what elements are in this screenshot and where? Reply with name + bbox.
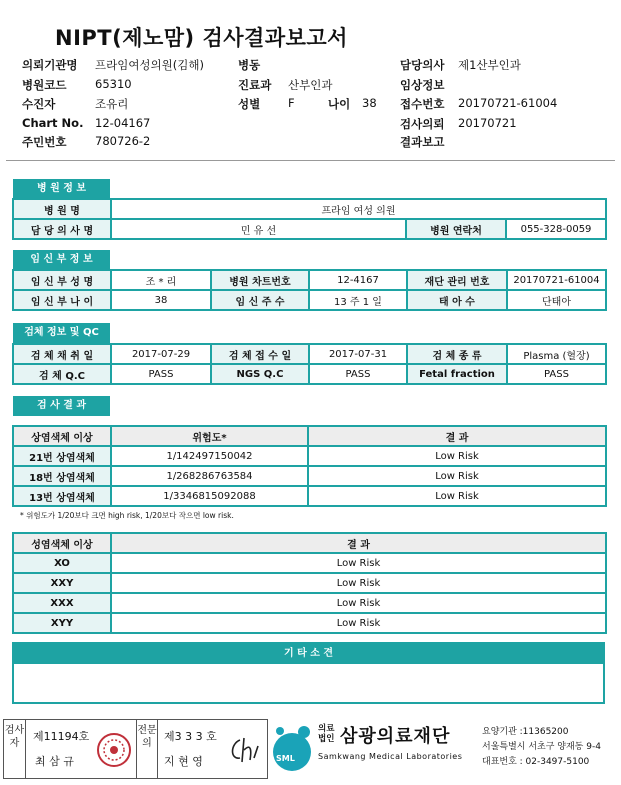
pregnant-table [12,269,607,311]
header-value: 20170721 [458,116,517,130]
table-row [13,593,606,613]
table-row [13,270,606,290]
result-value: Low Risk [308,446,606,466]
chromosome-label: 13번 상염색체 [13,486,111,506]
table-row [13,446,606,466]
other-findings-box [12,642,605,704]
chromosome-label: 21번 상염색체 [13,446,111,466]
result-value: Low Risk [111,573,606,593]
header-value: 프라임여성의원(김해) [95,58,204,72]
karyotype-label: XXY [13,573,111,593]
cell-value: 38 [111,290,211,310]
header-value: 조유리 [95,97,129,111]
column-header: 결 과 [308,426,606,446]
header-label: 진료과 [238,78,272,92]
cell-value: 단태아 [507,290,606,310]
doctor-value: 민 유 선 [111,219,406,239]
cell-label: 임 신 주 수 [211,290,309,310]
cell-value: 2017-07-29 [111,344,211,364]
header-label: Chart No. [22,116,84,130]
table-row [13,290,606,310]
cell-label: 검 체 Q.C [13,364,111,384]
cell-label: 검 체 종 류 [407,344,507,364]
signature-icon [226,734,262,766]
risk-footnote: * 위험도가 1/20보다 크면 high risk, 1/20보다 작으면 low risk. [20,511,234,520]
inspector-license: 제11194호 [33,730,90,743]
cell-value: Plasma (혈장) [507,344,606,364]
table-header-row [13,426,606,446]
cell-label: 태 아 수 [407,290,507,310]
hospital-name-label: 병 원 명 [13,199,111,219]
sex-chromosome-table [12,532,607,634]
column-header: 위험도* [111,426,308,446]
header-label: 접수번호 [400,97,445,111]
risk-value: 1/3346815092088 [111,486,308,506]
header-value: F [288,96,295,110]
table-row [13,486,606,506]
header-value: 12-04167 [95,116,151,130]
header-label: 성별 [238,97,261,111]
hospital-table [12,198,607,240]
hospital-section-tab: 병 원 정 보 [13,179,110,199]
results-section-tab: 검 사 결 과 [13,396,110,416]
autosome-results-table [12,425,607,507]
column-header: 결 과 [111,533,606,553]
inspector-name: 최 삼 규 [35,755,74,768]
org-english-name: Samkwang Medical Laboratories [318,752,463,761]
specimen-section-tab: 검체 정보 및 QC [13,323,110,343]
pregnant-section-tab: 임 신 부 정 보 [13,250,110,270]
result-value: Low Risk [308,466,606,486]
specialist-name: 지 현 영 [164,755,203,768]
table-row [13,219,606,239]
risk-value: 1/268286763584 [111,466,308,486]
header-label: 임상정보 [400,78,445,92]
result-value: Low Risk [111,613,606,633]
table-row [13,364,606,384]
inspector-side-label: 검사자 [4,720,26,778]
cell-label: NGS Q.C [211,364,309,384]
table-row [13,199,606,219]
cell-label: 임 신 부 나 이 [13,290,111,310]
header-label: 주민번호 [22,135,67,149]
cell-label: 병원 차트번호 [211,270,309,290]
logo-text: SML [276,754,295,763]
table-row [13,466,606,486]
cell-value: PASS [111,364,211,384]
risk-value: 1/142497150042 [111,446,308,466]
org-address: 서울특별시 서초구 양재동 9-4 [482,742,601,752]
result-value: Low Risk [111,553,606,573]
organization-block [270,722,621,780]
cell-value: 2017-07-31 [309,344,407,364]
header-value: 산부인과 [288,78,333,92]
hospital-name-value: 프라임 여성 의원 [111,199,606,219]
inspector-seal-icon [96,732,132,768]
cell-label: 임 신 부 성 명 [13,270,111,290]
header-label: 검사의뢰 [400,117,445,131]
org-phone: 대표번호 : 02-3497-5100 [482,757,590,767]
header-value: 제1산부인과 [458,58,521,72]
karyotype-label: XO [13,553,111,573]
cell-value: PASS [309,364,407,384]
table-row [13,553,606,573]
cell-value: PASS [507,364,606,384]
header-value: 20170721-61004 [458,96,558,110]
karyotype-label: XXX [13,593,111,613]
cell-value: 12-4167 [309,270,407,290]
cell-value: 조 * 리 [111,270,211,290]
column-header: 상염색체 이상 [13,426,111,446]
result-value: Low Risk [308,486,606,506]
header-value: 780726-2 [95,134,151,148]
cell-label: 검 체 접 수 일 [211,344,309,364]
report-title: NIPT(제노맘) 검사결과보고서 [55,26,348,50]
table-row [13,344,606,364]
karyotype-label: XYY [13,613,111,633]
header-label: 나이 [328,97,351,111]
header-label: 수진자 [22,97,56,111]
header-value: 65310 [95,77,132,91]
signature-box [3,719,268,779]
cell-value: 13 주 1 일 [309,290,407,310]
result-value: Low Risk [111,593,606,613]
cell-label: 검 체 채 취 일 [13,344,111,364]
contact-value: 055-328-0059 [506,219,606,239]
chromosome-label: 18번 상염색체 [13,466,111,486]
org-prefix: 의료법인 [318,724,335,744]
header-label: 의뢰기관명 [22,58,78,72]
header-label: 병동 [238,58,261,72]
header-divider [6,160,615,161]
header-label: 결과보고 [400,135,445,149]
table-row [13,573,606,593]
sml-logo-icon [270,722,314,772]
header-label: 담당의사 [400,58,445,72]
table-row [13,613,606,633]
cell-label: 재단 관리 번호 [407,270,507,290]
specialist-license: 제3 3 3 호 [164,730,217,743]
other-findings-text [14,664,603,672]
cell-label: Fetal fraction [407,364,507,384]
cell-value: 20170721-61004 [507,270,606,290]
other-findings-tab: 기 타 소 견 [14,644,603,664]
specimen-table [12,343,607,385]
header-value: 38 [362,96,377,110]
org-code: 요양기관 :11365200 [482,727,569,737]
header-label: 병원코드 [22,78,67,92]
specialist-side-label: 전문의 [136,720,158,778]
contact-label: 병원 연락처 [406,219,506,239]
org-name: 삼광의료재단 [340,726,451,747]
table-header-row [13,533,606,553]
column-header: 성염색체 이상 [13,533,111,553]
doctor-label: 담 당 의 사 명 [13,219,111,239]
